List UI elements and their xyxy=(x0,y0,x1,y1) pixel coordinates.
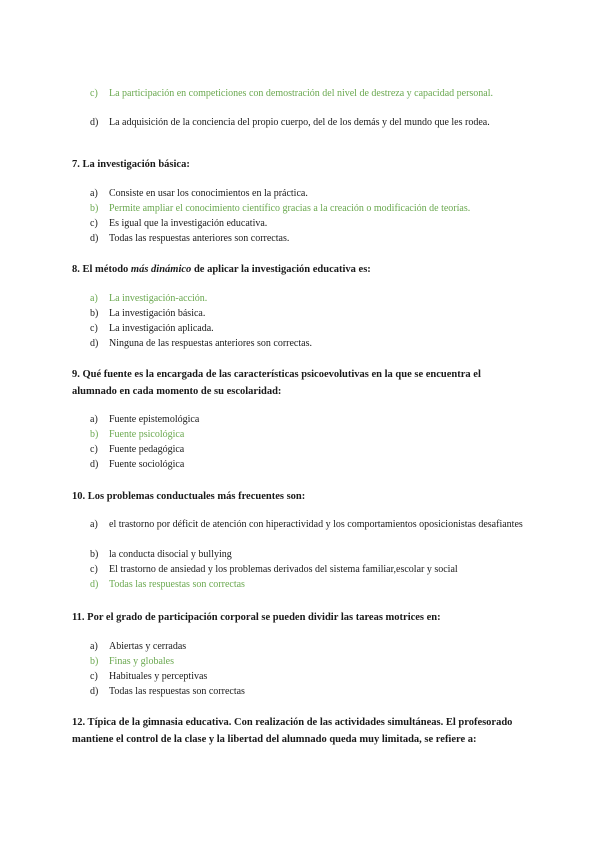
option-text: el trastorno por déficit de atención con hiperactividad y los comportamientos oposicionistas desafiantes xyxy=(109,519,523,530)
option-text: La participación en competiciones con demostración del nivel de destreza y capacidad personal. xyxy=(109,88,494,99)
option-letter: d) xyxy=(90,459,99,470)
q10-option-a xyxy=(90,517,528,532)
option-text: La investigación aplicada. xyxy=(109,323,214,334)
option-letter: c) xyxy=(90,88,98,99)
option-text: Permite ampliar el conocimiento científico gracias a la creación o modificación de teorías. xyxy=(109,203,471,214)
question-10-title: 10. Los problemas conductuales más frecuentes son: xyxy=(72,491,306,502)
q11-option-a xyxy=(90,639,528,654)
q11-option-d xyxy=(90,684,528,699)
q7-option-a xyxy=(90,186,528,201)
prev-option-c xyxy=(90,86,528,101)
option-letter: b) xyxy=(90,429,99,440)
option-letter: d) xyxy=(90,117,99,128)
q11-option-c xyxy=(90,669,528,684)
option-text: Ninguna de las respuestas anteriores son correctas. xyxy=(109,338,312,349)
q8-option-b xyxy=(90,306,528,321)
option-letter: d) xyxy=(90,686,99,697)
option-letter: b) xyxy=(90,656,99,667)
q7-option-d xyxy=(90,231,528,246)
option-text: El trastorno de ansiedad y los problemas derivados del sistema familiar,escolar y social xyxy=(109,564,458,575)
q7-option-c xyxy=(90,216,528,231)
option-text: Fuente epistemológica xyxy=(109,414,200,425)
option-letter: c) xyxy=(90,323,98,334)
question-9-title: 9. Qué fuente es la encargada de las características psicoevolutivas en la que se encuentra el alumnado en cada momento de su escolaridad: xyxy=(72,369,481,397)
option-text: Todas las respuestas son correctas xyxy=(109,686,245,697)
option-text: Consiste en usar los conocimientos en la práctica. xyxy=(109,188,308,199)
prev-option-d xyxy=(90,115,528,130)
q8-title-emphasis: más dinámico xyxy=(130,264,192,275)
q7-option-b xyxy=(90,201,528,216)
option-letter: c) xyxy=(90,444,98,455)
option-letter: a) xyxy=(90,293,98,304)
option-letter: b) xyxy=(90,549,99,560)
option-letter: c) xyxy=(90,671,98,682)
option-letter: c) xyxy=(90,218,98,229)
question-11-title: 11. Por el grado de participación corporal se pueden dividir las tareas motrices en: xyxy=(72,612,441,623)
q8-option-c xyxy=(90,321,528,336)
q9-option-b xyxy=(90,427,528,442)
option-text: Todas las respuestas son correctas xyxy=(109,579,245,590)
option-text: Es igual que la investigación educativa. xyxy=(109,218,268,229)
option-text: Fuente pedagógica xyxy=(109,444,185,455)
q8-title-pre: 8. El método xyxy=(72,264,131,275)
option-text: Habituales y perceptivas xyxy=(109,671,208,682)
option-letter: c) xyxy=(90,564,98,575)
q9-option-d xyxy=(90,457,528,472)
option-letter: a) xyxy=(90,641,98,652)
option-letter: b) xyxy=(90,308,99,319)
option-text: Todas las respuestas anteriores son correctas. xyxy=(109,233,290,244)
q9-option-c xyxy=(90,442,528,457)
option-letter: a) xyxy=(90,188,98,199)
q10-option-d xyxy=(90,577,528,592)
option-letter: a) xyxy=(90,414,98,425)
q10-option-b xyxy=(90,547,528,562)
option-letter: d) xyxy=(90,579,99,590)
option-text: La adquisición de la conciencia del propio cuerpo, del de los demás y del mundo que les rodea. xyxy=(109,117,490,128)
option-text: Fuente psicológica xyxy=(109,429,185,440)
q8-title-post: de aplicar la investigación educativa es: xyxy=(191,264,371,275)
q8-option-a xyxy=(90,291,528,306)
option-text: La investigación-acción. xyxy=(109,293,208,304)
option-text: Finas y globales xyxy=(109,656,174,667)
q10-option-c xyxy=(90,562,528,577)
option-letter: a) xyxy=(90,519,98,530)
question-7-title: 7. La investigación básica: xyxy=(72,159,190,170)
question-12-title: 12. Típica de la gimnasia educativa. Con realización de las actividades simultáneas. El profesorado mantiene el control de la clase y la libertad del alumnado queda muy limitada, se refiere a: xyxy=(72,717,513,745)
q9-option-a xyxy=(90,412,528,427)
option-letter: d) xyxy=(90,338,99,349)
option-text: Fuente sociológica xyxy=(109,459,185,470)
option-text: La investigación básica. xyxy=(109,308,206,319)
question-8-title xyxy=(72,261,528,278)
option-letter: d) xyxy=(90,233,99,244)
option-text: Abiertas y cerradas xyxy=(109,641,187,652)
q11-option-b xyxy=(90,654,528,669)
option-text: la conducta disocial y bullying xyxy=(109,549,232,560)
option-letter: b) xyxy=(90,203,99,214)
q8-option-d xyxy=(90,336,528,351)
